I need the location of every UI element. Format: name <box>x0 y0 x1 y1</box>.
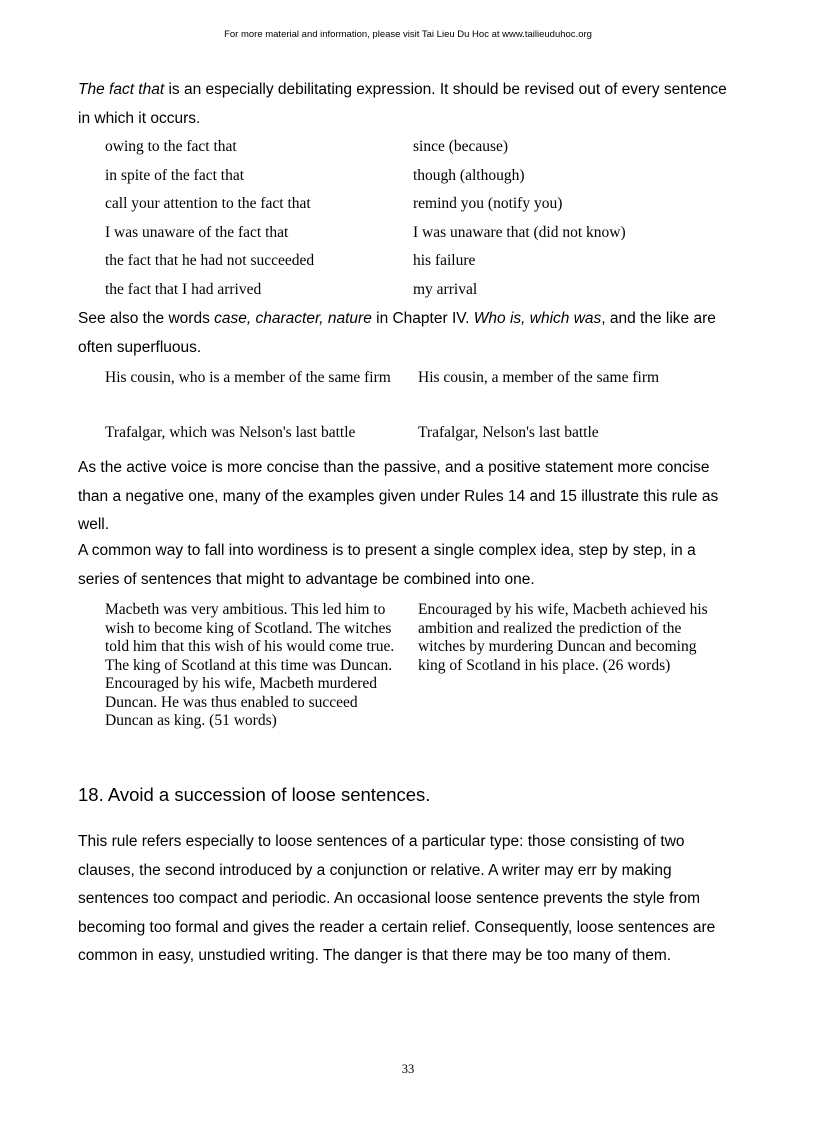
concise-example: Trafalgar, Nelson's last battle <box>418 424 599 441</box>
active-voice-paragraph: As the active voice is more concise than the passive, and a positive statement more concise than a negative one, many of the examples given under Rules 14 and 15 illustrate this rule as well. <box>78 459 719 533</box>
intro-text: is an especially debilitating expression. It should be revised out of every sentence in which it occurs. <box>78 81 727 127</box>
intro-paragraph <box>78 76 738 133</box>
macbeth-example <box>105 601 725 731</box>
wordy-expression: the fact that he had not succeeded <box>105 252 315 270</box>
wordy-example: Macbeth was very ambitious. This led him to wish to become king of Scotland. The witches told him that this wish of his would come true. The king of Scotland at this time was Duncan. Encouraged by his wife, Macbeth murdered Duncan. He was thus enabled to succeed Duncan as king. (51 words) <box>105 601 395 729</box>
table-row <box>105 190 705 219</box>
concise-example: His cousin, a member of the same firm <box>418 369 660 386</box>
wordy-expression: in spite of the fact that <box>105 166 245 184</box>
table-row <box>105 247 705 276</box>
concise-expression: since (because) <box>413 138 509 156</box>
table-row <box>105 133 705 162</box>
see-also-text: , and the like are often superfluous. <box>78 310 716 356</box>
wordy-example: His cousin, who is a member of the same firm <box>105 369 391 386</box>
intro-italic-lead: The fact that <box>78 81 165 98</box>
wordy-expression: the fact that I had arrived <box>105 280 262 298</box>
see-also-italic: Who is, which was <box>473 310 602 327</box>
concise-example: Encouraged by his wife, Macbeth achieved his ambition and realized the prediction of the witches by murdering Duncan and becoming king of Scotland in his place. (26 words) <box>418 601 708 674</box>
wordy-expression: call your attention to the fact that <box>105 195 311 213</box>
page-number: 33 <box>401 1062 415 1076</box>
concise-expression: I was unaware that (did not know) <box>413 223 626 241</box>
page-header: For more material and information, please visit Tai Lieu Du Hoc at www.tailieuduhoc.org <box>224 29 592 40</box>
concise-expression: though (although) <box>413 166 525 184</box>
fact-pairs-table <box>105 133 705 304</box>
concise-expression: remind you (notify you) <box>413 195 563 213</box>
concise-expression: his failure <box>413 252 476 270</box>
rule-heading: 18. Avoid a succession of loose sentences. <box>78 784 431 805</box>
wordy-expression: owing to the fact that <box>105 138 237 156</box>
table-row <box>105 162 705 191</box>
clause-example-row <box>105 424 725 443</box>
concise-expression: my arrival <box>413 280 478 298</box>
table-row <box>105 276 705 305</box>
see-also-text: in Chapter IV. <box>371 310 474 327</box>
see-also-italic: case, character, nature <box>214 310 372 327</box>
table-row <box>105 219 705 248</box>
see-also-paragraph <box>78 305 738 362</box>
rule-paragraph: This rule refers especially to loose sentences of a particular type: those consisting of two clauses, the second introduced by a conjunction or relative. A writer may err by making sentences too compact and periodic. An occasional loose sentence prevents the style from becoming too formal and gives the reader a certain relief. Consequently, loose sentences are common in easy, unstudied writing. The danger is that there may be too many of them. <box>78 833 716 964</box>
see-also-text: See also the words <box>78 310 215 327</box>
clause-example-row <box>105 369 725 388</box>
wordy-example: Trafalgar, which was Nelson's last battle <box>105 424 356 441</box>
wordy-expression: I was unaware of the fact that <box>105 223 289 241</box>
common-way-paragraph: A common way to fall into wordiness is to present a single complex idea, step by step, in a series of sentences that might to advantage be combined into one. <box>78 542 696 588</box>
